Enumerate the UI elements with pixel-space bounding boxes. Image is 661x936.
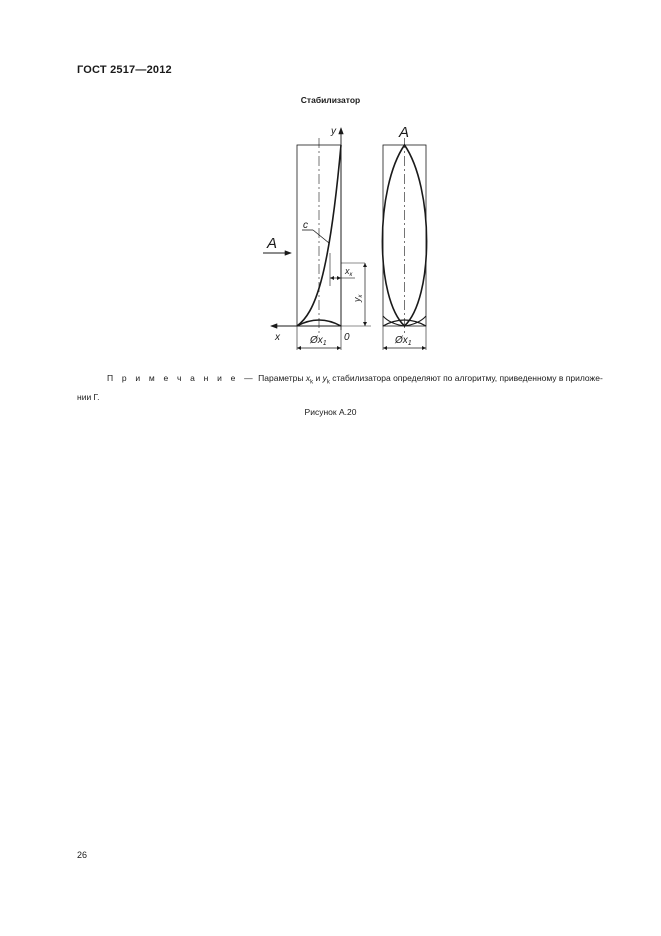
figure-title: Стабилизатор [300, 95, 361, 105]
origin-label: 0 [344, 332, 350, 343]
front-view [382, 138, 426, 350]
side-view [263, 128, 371, 350]
note-paragraph: П р и м е ч а н и е — Параметры $x_k$ и $y_k$ стабилизатора определяют по алгоритму, приведенному в приложе- нии Г. [77, 373, 603, 402]
figure-caption: Рисунок А.20 [304, 407, 357, 417]
note-prefix: П р и м е ч а н и е — [107, 373, 256, 383]
stabilizer-drawing [255, 118, 445, 358]
diameter-left-label: $Øx_1$ [310, 335, 327, 347]
page-number: 26 [77, 850, 88, 860]
x-axis-label: x [275, 332, 280, 343]
document-header: ГОСТ 2517—2012 [77, 64, 172, 76]
diameter-right-label: $Øx_1$ [395, 335, 412, 347]
y-axis-label: y [331, 126, 336, 137]
curve-label: c [303, 220, 308, 231]
yk-label: $y_к$ [352, 294, 364, 302]
view-a-left-label: A [267, 235, 278, 252]
view-a-top-label: A [399, 124, 410, 141]
xk-label: $x_к$ [345, 266, 353, 278]
